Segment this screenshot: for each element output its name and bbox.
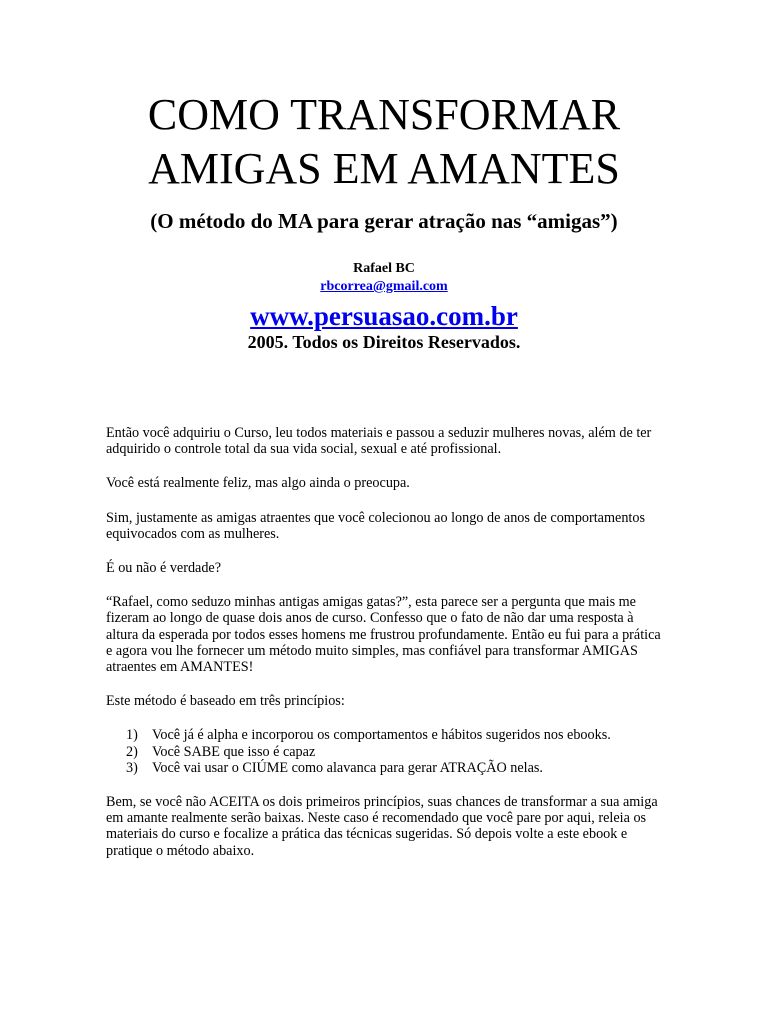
list-item-text: Você SABE que isso é capaz	[152, 743, 316, 760]
paragraph-3: Sim, justamente as amigas atraentes que você colecionou ao longo de anos de comportamentos equivocados com as mulheres.	[106, 509, 645, 542]
title-line-1: COMO TRANSFORMAR	[147, 90, 621, 139]
paragraph-1: Então você adquiriu o Curso, leu todos materiais e passou a seduzir mulheres novas, além de ter adquirido o controle total da sua vida social, sexual e até profissional.	[106, 425, 652, 458]
copyright-notice: 2005. Todos os Direitos Reservados.	[247, 332, 521, 352]
paragraph-2: Você está realmente feliz, mas algo ainda o preocupa.	[106, 475, 410, 492]
principles-list	[106, 727, 662, 776]
author-name: Rafael BC	[353, 261, 415, 276]
list-item	[126, 760, 662, 776]
document-header	[0, 88, 768, 353]
author-email-link[interactable]: rbcorrea@gmail.com	[320, 279, 448, 294]
list-item	[126, 727, 662, 743]
paragraph-6: Este método é baseado em três princípios:	[106, 693, 345, 710]
list-item-text: Você vai usar o CIÚME como alavanca para gerar ATRAÇÃO nelas.	[152, 759, 543, 776]
list-item-number: 1)	[126, 727, 138, 744]
list-item	[126, 744, 662, 760]
document-body	[106, 425, 662, 877]
list-item-text: Você já é alpha e incorporou os comportamentos e hábitos sugeridos nos ebooks.	[152, 727, 611, 744]
list-item-number: 3)	[126, 759, 138, 776]
document-subtitle: (O método do MA para gerar atração nas “amigas”)	[150, 209, 618, 233]
title-line-2: AMIGAS EM AMANTES	[148, 144, 620, 193]
document-title	[0, 88, 768, 196]
paragraph-7: Bem, se você não ACEITA os dois primeiros princípios, suas chances de transformar a sua amiga em amante realmente serão baixas. Neste caso é recomendado que você pare por aqui, releia os materiais do curso e focalize a prática das técnicas sugeridas. Só depois volte a este ebook e pratique o método abaixo.	[106, 794, 658, 859]
website-link[interactable]: www.persuasao.com.br	[250, 301, 518, 331]
paragraph-5: “Rafael, como seduzo minhas antigas amigas gatas?”, esta parece ser a pergunta que mais me fizeram ao longo de quase dois anos de curso. Confesso que o fato de não dar uma resposta à altura da esperada por todos esses homens me frustrou profundamente. Então eu fui para a prática e agora vou lhe fornecer um método muito simples, mas confiável para transformar AMIGAS atraentes em AMANTES!	[106, 594, 661, 676]
list-item-number: 2)	[126, 743, 138, 760]
paragraph-4: É ou não é verdade?	[106, 560, 222, 577]
